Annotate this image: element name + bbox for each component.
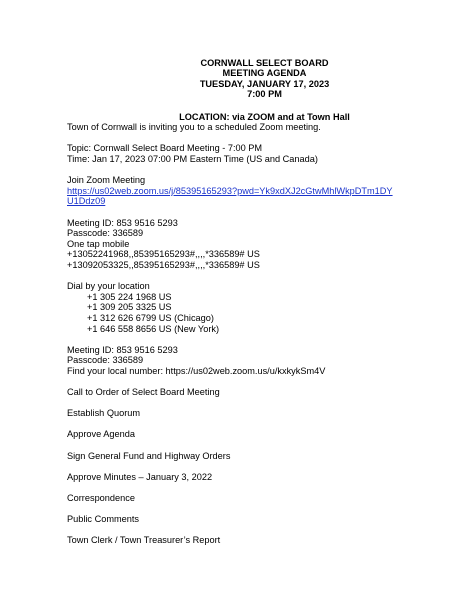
one-tap-number-2: +13092053325,,85395165293#,,,,*336589# US [67,259,260,270]
meeting-time-detail: Time: Jan 17, 2023 07:00 PM Eastern Time (US and Canada) [67,154,318,164]
meeting-id: Meeting ID: 853 9516 5293 [67,217,178,228]
agenda-header [105,58,424,100]
join-label: Join Zoom Meeting [67,175,146,186]
meeting-date: TUESDAY, JANUARY 17, 2023 [199,78,330,89]
passcode: Passcode: 336589 [67,228,144,239]
agenda-item: Sign General Fund and Highway Orders [67,450,231,461]
one-tap-number-1: +13052241968,,85395165293#,,,,*336589# US [67,249,260,260]
dial-number: +1 646 558 8656 US (New York) [87,323,220,334]
agenda-item: Correspondence [67,493,135,503]
one-tap-label: One tap mobile [67,238,130,249]
meeting-id-2: Meeting ID: 853 9516 5293 [67,344,178,355]
dial-number: +1 305 224 1968 US [87,291,172,302]
agenda-item: Approve Agenda [67,429,135,440]
dial-number: +1 312 626 6799 US (Chicago) [87,312,214,323]
join-link-line2[interactable]: U1Ddz09 [67,196,106,207]
meeting-time: 7:00 PM [247,89,282,100]
agenda-item: Call to Order of Select Board Meeting [67,387,220,398]
meeting-topic: Topic: Cornwall Select Board Meeting - 7:00 PM [67,143,263,154]
dial-number: +1 309 205 3325 US [87,302,172,313]
agenda-item: Approve Minutes – January 3, 2022 [67,471,213,482]
join-link-line1[interactable]: https://us02web.zoom.us/j/85395165293?pwd=Yk9xdXJ2cGtwMhlWkpDTm1DY [67,185,393,196]
agenda-item: Establish Quorum [67,408,141,419]
board-title: CORNWALL SELECT BOARD [200,58,329,68]
passcode-2: Passcode: 336589 [67,355,144,366]
dial-label: Dial by your location [67,281,150,292]
join-link[interactable] [67,186,424,207]
meeting-location: LOCATION: via ZOOM and at Town Hall [179,111,350,122]
invite-text: Town of Cornwall is inviting you to a scheduled Zoom meeting. [67,122,321,133]
agenda-item: Town Clerk / Town Treasurer’s Report [67,535,221,546]
local-number: Find your local number: https://us02web.zoom.us/u/kxkykSm4V [67,365,326,376]
agenda-title: MEETING AGENDA [222,68,307,79]
agenda-item: Public Comments [67,514,139,525]
